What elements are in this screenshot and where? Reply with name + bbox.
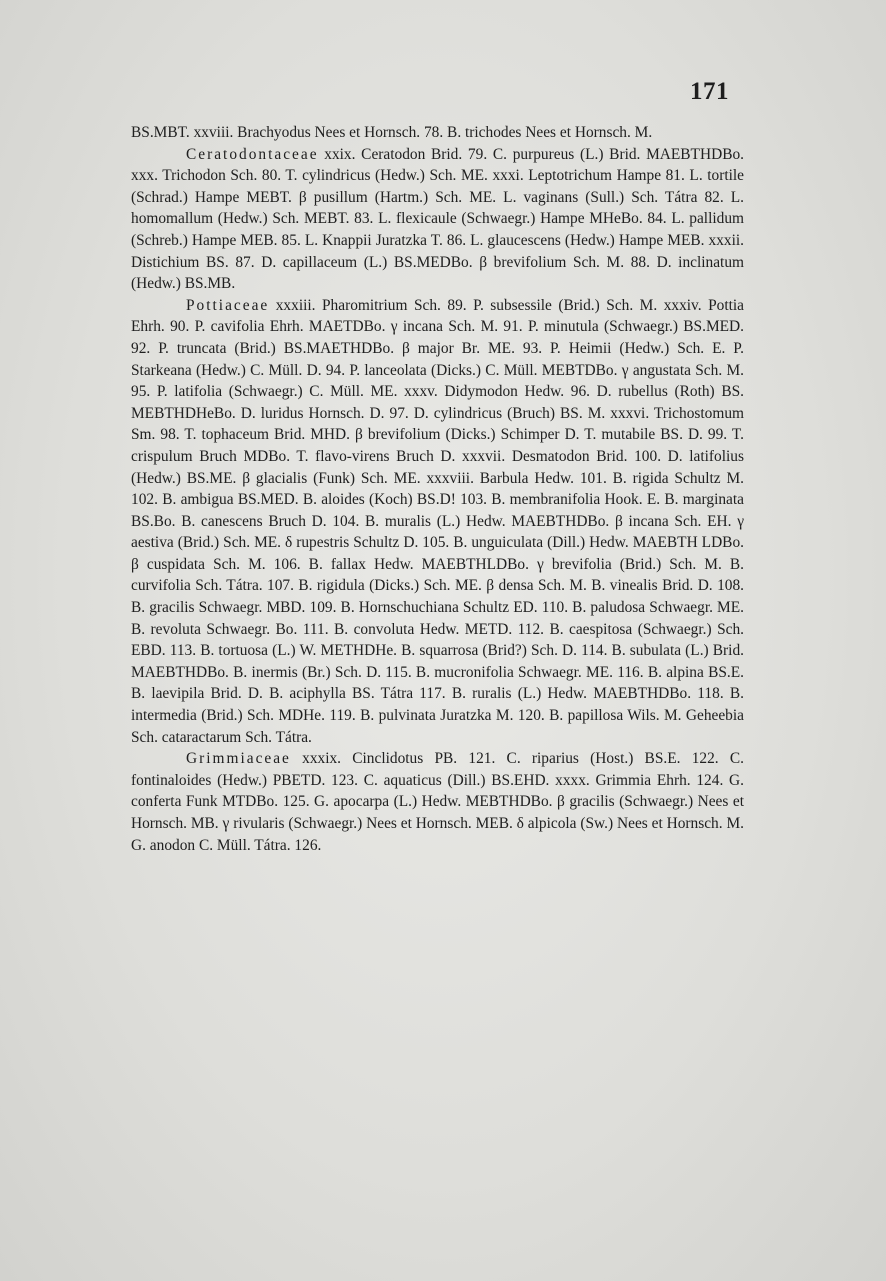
page-number: 171 (690, 78, 729, 105)
paragraph-text: BS.MBT. xxviii. Brachyodus Nees et Hornsch. 78. B. trichodes Nees et Hornsch. M. (131, 124, 653, 141)
family-heading: Pottiaceae (186, 296, 270, 314)
paragraph-text: xxix. Ceratodon Brid. 79. C. purpureus (L.) Brid. MAEBTHDBo. xxx. Trichodon Sch. 80. T. cylindricus (Hedw.) Sch. ME. xxxi. Leptotrichum Hampe 81. L. tortile (Schrad.) Hampe MEBT. β pusillum (Hartm.) Sch. ME. L. vaginans (Sull.) Sch. Tátra 82. L. homomallum (Hedw.) Sch. MEBT. 83. L. flexicaule (Schwaegr.) Hampe MHeBo. 84. L. pallidum (Schreb.) Hampe MEB. 85. L. Knappii Juratzka T. 86. L. glaucescens (Hedw.) Hampe MEB. xxxii. Distichium BS. 87. D. capillaceum (L.) BS.MEDBo. β brevifolium Sch. M. 88. D. inclinatum (Hedw.) BS.MB. (131, 145, 744, 293)
paragraph-pottiaceae (131, 295, 744, 748)
paragraph-ceratodontaceae (131, 144, 744, 295)
family-heading: Ceratodontaceae (186, 145, 319, 163)
paragraph-text: xxxiii. Pharomitrium Sch. 89. P. subsessile (Brid.) Sch. M. xxxiv. Pottia Ehrh. 90. P. cavifolia Ehrh. MAETDBo. γ incana Sch. M. 91. P. minutula (Schwaegr.) BS.MED. 92. P. truncata (Brid.) BS.MAETHDBo. β major Br. ME. 93. P. Heimii (Hedw.) Sch. E. P. Starkeana (Hedw.) C. Müll. D. 94. P. lanceolata (Dicks.) C. Müll. MEBTDBo. γ angustata Sch. M. 95. P. latifolia (Schwaegr.) C. Müll. ME. xxxv. Didymodon Hedw. 96. D. rubellus (Roth) BS. MEBTHDHeBo. D. luridus Hornsch. D. 97. D. cylindricus (Bruch) BS. M. xxxvi. Trichostomum Sm. 98. T. tophaceum Brid. MHD. β brevifolium (Dicks.) Schimper D. T. mutabile BS. D. 99. T. crispulum Bruch MDBo. T. flavo-virens Bruch D. xxxvii. Desmatodon Brid. 100. D. latifolius (Hedw.) BS.ME. β glacialis (Funk) Sch. ME. xxxviii. Barbula Hedw. 101. B. rigida Schultz M. 102. B. ambigua BS.MED. B. aloides (Koch) BS.D! 103. B. membranifolia Hook. E. B. marginata BS.Bo. B. canescens Bruch D. 104. B. muralis (L.) Hedw. MAEBTHDBo. β incana Sch. EH. γ aestiva (Brid.) Sch. ME. δ rupestris Schultz D. 105. B. unguiculata (Dill.) Hedw. MAEBTH LDBo. β cuspidata Sch. M. 106. B. fallax Hedw. MAEBTHLDBo. γ brevifolia (Brid.) Sch. M. B. curvifolia Sch. Tátra. 107. B. rigidula (Dicks.) Sch. ME. β densa Sch. M. B. vinealis Brid. D. 108. B. gracilis Schwaegr. MBD. 109. B. Hornschuchiana Schultz ED. 110. B. paludosa Schwaegr. ME. B. revoluta Schwaegr. Bo. 111. B. convoluta Hedw. METD. 112. B. caespitosa (Schwaegr.) Sch. EBD. 113. B. tortuosa (L.) W. METHDHe. B. squarrosa (Brid?) Sch. D. 114. B. subulata (L.) Brid. MAEBTHDBo. B. inermis (Br.) Sch. D. 115. B. mucronifolia Schwaegr. ME. 116. B. alpina BS.E. B. laevipila Brid. D. B. aciphylla BS. Tátra 117. B. ruralis (L.) Hedw. MAEBTHDBo. 118. B. intermedia (Brid.) Sch. MDHe. 119. B. pulvinata Juratzka M. 120. B. papillosa Wils. M. Geheebia Sch. cataractarum Sch. Tátra. (131, 296, 744, 746)
paragraph-grimmiaceae (131, 748, 744, 856)
family-heading: Grimmiaceae (186, 750, 291, 768)
paragraph-text: xxxix. Cinclidotus PB. 121. C. riparius (Host.) BS.E. 122. C. fontinaloides (Hedw.) PBETD. 123. C. aquaticus (Dill.) BS.EHD. xxxx. Grimmia Ehrh. 124. G. conferta Funk MTDBo. 125. G. apocarpa (L.) Hedw. MEBTHDBo. β gracilis (Schwaegr.) Nees et Hornsch. MB. γ rivularis (Schwaegr.) Nees et Hornsch. MEB. δ alpicola (Sw.) Nees et Hornsch. M. G. anodon C. Müll. Tátra. 126. (131, 750, 744, 854)
paragraph-intro (131, 122, 744, 144)
body-text (131, 122, 744, 856)
